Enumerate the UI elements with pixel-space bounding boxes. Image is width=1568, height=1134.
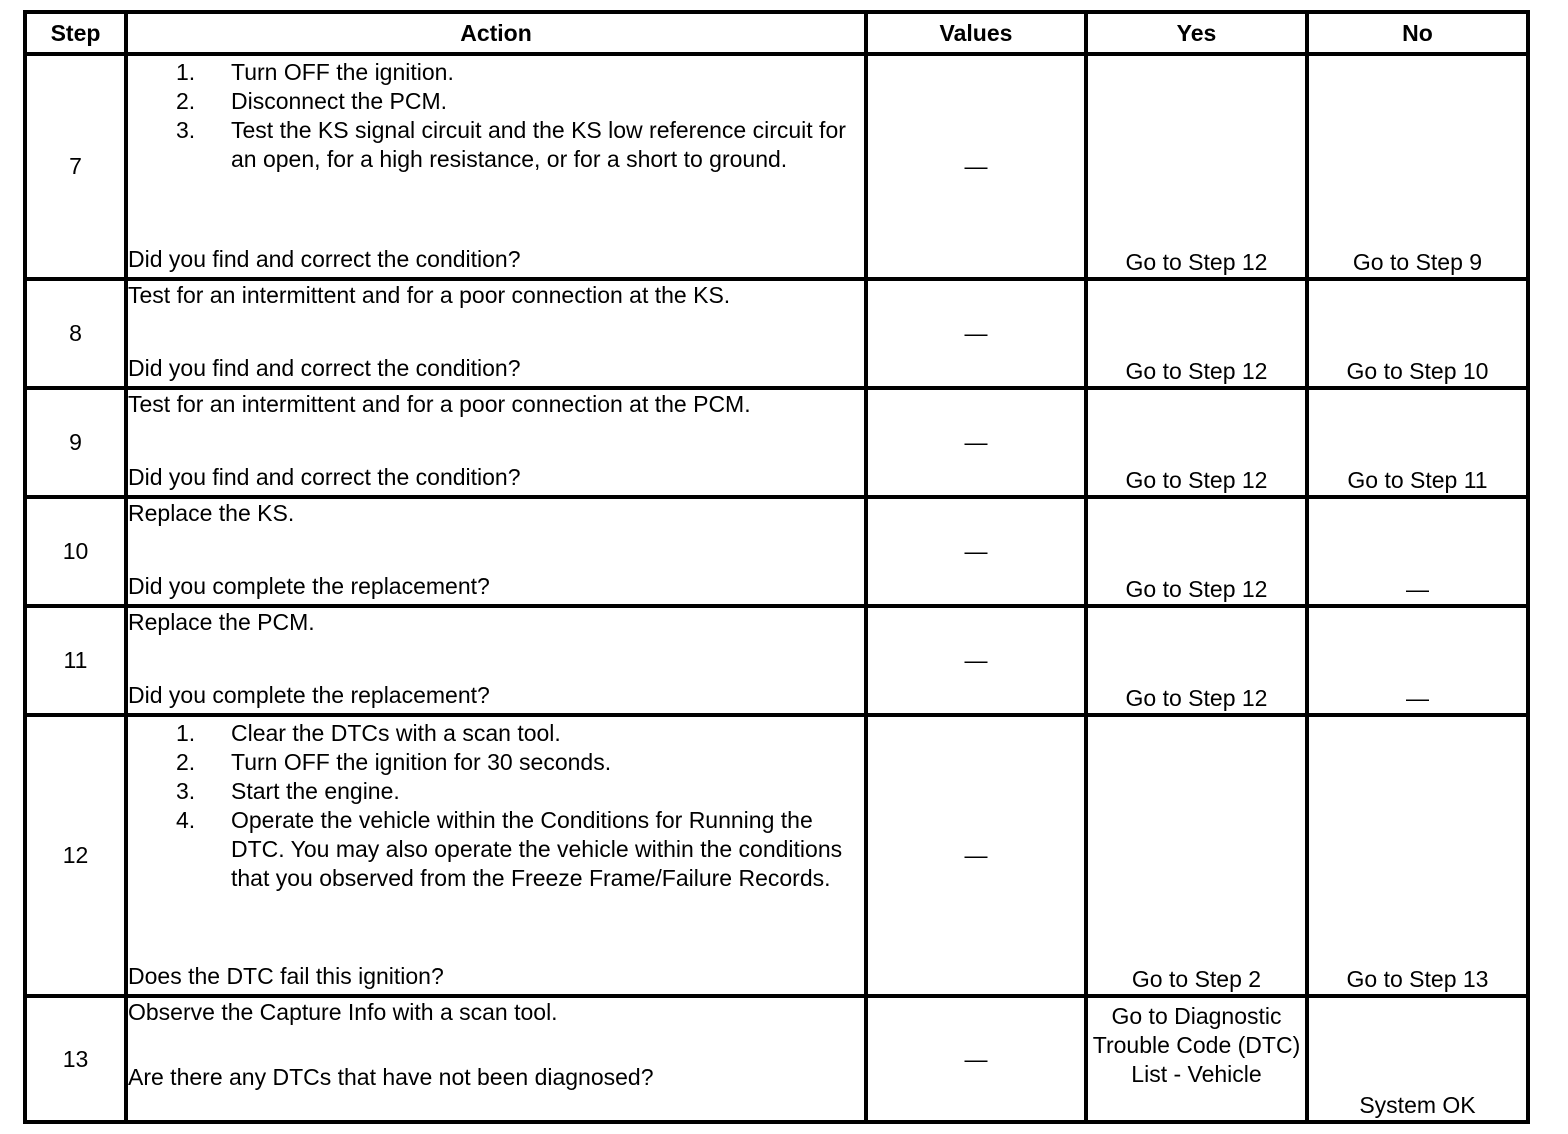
header-no: No xyxy=(1307,12,1528,54)
action-step-item: 1. Turn OFF the ignition. xyxy=(176,59,454,85)
no-value: — xyxy=(1307,497,1528,606)
no-link[interactable]: Go to Step 9 xyxy=(1307,54,1528,279)
table-row xyxy=(25,279,1528,388)
action-steps xyxy=(128,719,864,893)
action-cell xyxy=(126,279,866,388)
step-number: 11 xyxy=(25,606,126,715)
action-question: Did you find and correct the condition? xyxy=(128,355,521,381)
values-cell: — xyxy=(866,388,1086,497)
table-row xyxy=(25,497,1528,606)
no-value: — xyxy=(1307,606,1528,715)
action-step-item: 4. Operate the vehicle within the Conditions for Running the DTC. You may also operate the vehicle within the conditions that you observed from the Freeze Frame/Failure Records. xyxy=(176,807,843,891)
diagnostic-table-container xyxy=(23,10,1530,1124)
action-question: Did you complete the replacement? xyxy=(128,573,490,599)
action-step-item: 2. Disconnect the PCM. xyxy=(176,88,448,114)
action-step-item: 3. Start the engine. xyxy=(176,778,400,804)
table-row xyxy=(25,715,1528,996)
values-cell: — xyxy=(866,279,1086,388)
header-step: Step xyxy=(25,12,126,54)
action-steps xyxy=(128,58,864,174)
action-instruction: Test for an intermittent and for a poor connection at the KS. xyxy=(128,282,731,308)
values-cell: — xyxy=(866,497,1086,606)
action-cell xyxy=(126,388,866,497)
yes-link[interactable]: Go to Step 12 xyxy=(1086,606,1307,715)
step-number: 13 xyxy=(25,996,126,1122)
no-link[interactable]: Go to Step 13 xyxy=(1307,715,1528,996)
yes-link[interactable]: Go to Step 2 xyxy=(1086,715,1307,996)
step-number: 8 xyxy=(25,279,126,388)
action-question: Did you find and correct the condition? xyxy=(128,246,521,272)
table-row xyxy=(25,606,1528,715)
action-instruction: Observe the Capture Info with a scan tool. xyxy=(128,999,558,1025)
action-cell xyxy=(126,606,866,715)
action-cell xyxy=(126,497,866,606)
table-row xyxy=(25,388,1528,497)
header-yes: Yes xyxy=(1086,12,1307,54)
action-question: Does the DTC fail this ignition? xyxy=(128,963,444,989)
action-step-item: 3. Test the KS signal circuit and the KS low reference circuit for an open, for a high resistance, or for a short to ground. xyxy=(176,117,846,172)
yes-link[interactable]: Go to Step 12 xyxy=(1086,388,1307,497)
step-number: 7 xyxy=(25,54,126,279)
diagnostic-table xyxy=(23,10,1530,1124)
action-instruction: Replace the KS. xyxy=(128,500,295,526)
no-link[interactable]: Go to Step 11 xyxy=(1307,388,1528,497)
action-question: Did you find and correct the condition? xyxy=(128,464,521,490)
yes-link[interactable]: Go to Step 12 xyxy=(1086,54,1307,279)
action-step-item: 1. Clear the DTCs with a scan tool. xyxy=(176,720,561,746)
header-row xyxy=(25,12,1528,54)
action-instruction: Replace the PCM. xyxy=(128,609,315,635)
yes-link[interactable]: Go to Step 12 xyxy=(1086,279,1307,388)
values-cell: — xyxy=(866,606,1086,715)
action-question: Did you complete the replacement? xyxy=(128,682,490,708)
values-cell: — xyxy=(866,996,1086,1122)
step-number: 9 xyxy=(25,388,126,497)
values-cell: — xyxy=(866,715,1086,996)
action-cell xyxy=(126,715,866,996)
header-values: Values xyxy=(866,12,1086,54)
yes-link[interactable]: Go to Step 12 xyxy=(1086,497,1307,606)
no-link[interactable]: Go to Step 10 xyxy=(1307,279,1528,388)
action-question: Are there any DTCs that have not been diagnosed? xyxy=(128,1064,654,1090)
yes-link[interactable]: Go to Diagnostic Trouble Code (DTC) List - Vehicle xyxy=(1086,996,1307,1122)
values-cell: — xyxy=(866,54,1086,279)
action-step-item: 2. Turn OFF the ignition for 30 seconds. xyxy=(176,749,612,775)
action-cell xyxy=(126,996,866,1122)
no-value: System OK xyxy=(1307,996,1528,1122)
header-action: Action xyxy=(126,12,866,54)
step-number: 10 xyxy=(25,497,126,606)
step-number: 12 xyxy=(25,715,126,996)
table-row xyxy=(25,996,1528,1122)
action-cell xyxy=(126,54,866,279)
table-row xyxy=(25,54,1528,279)
action-instruction: Test for an intermittent and for a poor connection at the PCM. xyxy=(128,391,751,417)
